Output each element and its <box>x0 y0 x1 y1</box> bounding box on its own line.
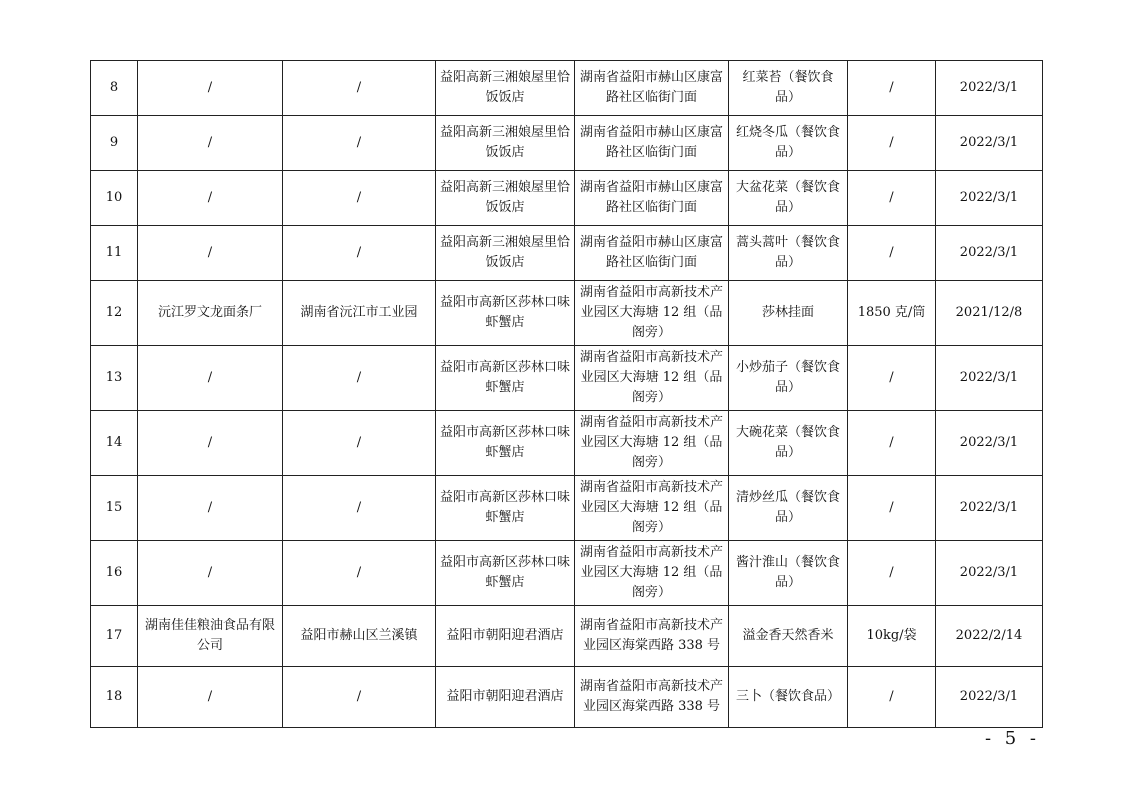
table-row <box>91 411 1043 476</box>
cell-seller: 益阳高新三湘娘屋里恰饭饭店 <box>436 116 575 171</box>
cell-no: 9 <box>91 116 138 171</box>
cell-seller-address: 湖南省益阳市高新技术产业园区大海塘 12 组（品阁旁） <box>575 476 729 541</box>
cell-seller-address: 湖南省益阳市赫山区康富路社区临街门面 <box>575 61 729 116</box>
cell-date: 2022/3/1 <box>936 346 1043 411</box>
cell-spec: / <box>848 346 936 411</box>
cell-seller: 益阳市高新区莎林口味虾蟹店 <box>436 541 575 606</box>
cell-producer: / <box>138 226 283 281</box>
table-body <box>91 61 1043 728</box>
cell-product: 酱汁淮山（餐饮食品） <box>729 541 848 606</box>
cell-seller-address: 湖南省益阳市高新技术产业园区海棠西路 338 号 <box>575 606 729 667</box>
cell-no: 13 <box>91 346 138 411</box>
cell-date: 2021/12/8 <box>936 281 1043 346</box>
cell-product: 溢金香天然香米 <box>729 606 848 667</box>
cell-seller-address: 湖南省益阳市赫山区康富路社区临街门面 <box>575 226 729 281</box>
table-row <box>91 226 1043 281</box>
table-row <box>91 541 1043 606</box>
cell-spec: / <box>848 667 936 728</box>
cell-producer-address: / <box>283 541 436 606</box>
cell-seller-address: 湖南省益阳市高新技术产业园区大海塘 12 组（品阁旁） <box>575 541 729 606</box>
cell-seller: 益阳市高新区莎林口味虾蟹店 <box>436 411 575 476</box>
cell-producer: 沅江罗文龙面条厂 <box>138 281 283 346</box>
cell-producer: / <box>138 411 283 476</box>
cell-spec: / <box>848 226 936 281</box>
cell-producer: 湖南佳佳粮油食品有限公司 <box>138 606 283 667</box>
cell-seller: 益阳市高新区莎林口味虾蟹店 <box>436 281 575 346</box>
cell-seller-address: 湖南省益阳市高新技术产业园区大海塘 12 组（品阁旁） <box>575 346 729 411</box>
cell-spec: / <box>848 61 936 116</box>
cell-producer-address: 益阳市赫山区兰溪镇 <box>283 606 436 667</box>
cell-no: 15 <box>91 476 138 541</box>
cell-seller: 益阳市高新区莎林口味虾蟹店 <box>436 476 575 541</box>
cell-spec: / <box>848 116 936 171</box>
cell-spec: / <box>848 541 936 606</box>
cell-no: 18 <box>91 667 138 728</box>
cell-date: 2022/2/14 <box>936 606 1043 667</box>
cell-producer: / <box>138 346 283 411</box>
cell-no: 10 <box>91 171 138 226</box>
cell-seller: 益阳高新三湘娘屋里恰饭饭店 <box>436 171 575 226</box>
cell-producer: / <box>138 541 283 606</box>
cell-producer: / <box>138 61 283 116</box>
cell-product: 三卜（餐饮食品） <box>729 667 848 728</box>
cell-no: 11 <box>91 226 138 281</box>
cell-date: 2022/3/1 <box>936 476 1043 541</box>
cell-seller: 益阳市高新区莎林口味虾蟹店 <box>436 346 575 411</box>
cell-producer-address: / <box>283 116 436 171</box>
table-row <box>91 61 1043 116</box>
cell-date: 2022/3/1 <box>936 411 1043 476</box>
table-row <box>91 171 1043 226</box>
cell-seller-address: 湖南省益阳市赫山区康富路社区临街门面 <box>575 116 729 171</box>
cell-producer-address: / <box>283 411 436 476</box>
cell-no: 8 <box>91 61 138 116</box>
cell-date: 2022/3/1 <box>936 171 1043 226</box>
cell-producer: / <box>138 116 283 171</box>
cell-no: 14 <box>91 411 138 476</box>
table-row <box>91 116 1043 171</box>
cell-product: 大盆花菜（餐饮食品） <box>729 171 848 226</box>
cell-product: 蒿头蒿叶（餐饮食品） <box>729 226 848 281</box>
cell-producer-address: / <box>283 346 436 411</box>
cell-product: 小炒茄子（餐饮食品） <box>729 346 848 411</box>
cell-no: 17 <box>91 606 138 667</box>
cell-seller-address: 湖南省益阳市赫山区康富路社区临街门面 <box>575 171 729 226</box>
cell-producer-address: / <box>283 226 436 281</box>
cell-producer-address: / <box>283 476 436 541</box>
cell-producer-address: / <box>283 667 436 728</box>
cell-spec: / <box>848 411 936 476</box>
cell-spec: / <box>848 171 936 226</box>
cell-producer: / <box>138 476 283 541</box>
cell-date: 2022/3/1 <box>936 116 1043 171</box>
cell-seller-address: 湖南省益阳市高新技术产业园区大海塘 12 组（品阁旁） <box>575 281 729 346</box>
cell-product: 大碗花菜（餐饮食品） <box>729 411 848 476</box>
cell-date: 2022/3/1 <box>936 541 1043 606</box>
cell-product: 红烧冬瓜（餐饮食品） <box>729 116 848 171</box>
cell-producer: / <box>138 171 283 226</box>
cell-seller: 益阳高新三湘娘屋里恰饭饭店 <box>436 61 575 116</box>
cell-seller-address: 湖南省益阳市高新技术产业园区海棠西路 338 号 <box>575 667 729 728</box>
cell-product: 清炒丝瓜（餐饮食品） <box>729 476 848 541</box>
cell-producer-address: / <box>283 61 436 116</box>
table-row <box>91 281 1043 346</box>
table-row <box>91 606 1043 667</box>
table-row <box>91 476 1043 541</box>
cell-seller: 益阳高新三湘娘屋里恰饭饭店 <box>436 226 575 281</box>
cell-spec: 1850 克/筒 <box>848 281 936 346</box>
table-row <box>91 667 1043 728</box>
cell-date: 2022/3/1 <box>936 61 1043 116</box>
page-number: - 5 - <box>984 728 1040 749</box>
cell-date: 2022/3/1 <box>936 667 1043 728</box>
cell-date: 2022/3/1 <box>936 226 1043 281</box>
cell-no: 16 <box>91 541 138 606</box>
cell-no: 12 <box>91 281 138 346</box>
table-row <box>91 346 1043 411</box>
cell-producer-address: 湖南省沅江市工业园 <box>283 281 436 346</box>
cell-product: 红菜苔（餐饮食品） <box>729 61 848 116</box>
cell-spec: 10kg/袋 <box>848 606 936 667</box>
cell-product: 莎林挂面 <box>729 281 848 346</box>
cell-seller-address: 湖南省益阳市高新技术产业园区大海塘 12 组（品阁旁） <box>575 411 729 476</box>
sampling-results-table <box>90 60 1043 728</box>
cell-seller: 益阳市朝阳迎君酒店 <box>436 667 575 728</box>
cell-producer: / <box>138 667 283 728</box>
cell-seller: 益阳市朝阳迎君酒店 <box>436 606 575 667</box>
cell-producer-address: / <box>283 171 436 226</box>
cell-spec: / <box>848 476 936 541</box>
